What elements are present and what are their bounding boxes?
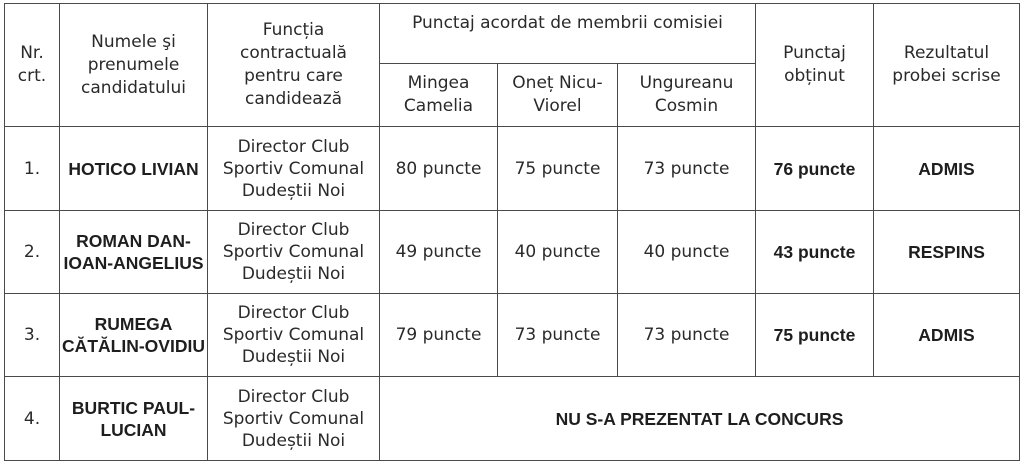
header-function: Funcția contractuală pentru care candidează <box>208 4 380 127</box>
table-row <box>5 127 1020 211</box>
row-nr: 1. <box>5 127 60 211</box>
score-member-3: 40 puncte <box>618 211 756 294</box>
final-score: 75 puncte <box>756 294 874 377</box>
header-member-2: Oneț Nicu-Viorel <box>498 64 618 127</box>
row-nr: 2. <box>5 211 60 294</box>
row-nr: 3. <box>5 294 60 377</box>
results-table-container <box>4 3 1020 461</box>
score-member-2: 40 puncte <box>498 211 618 294</box>
candidate-name: BURTIC PAUL-LUCIAN <box>60 377 208 461</box>
header-result: Rezultatul probei scrise <box>874 4 1020 127</box>
header-member-1: Mingea Camelia <box>380 64 498 127</box>
result-status: ADMIS <box>874 127 1020 211</box>
final-score: 43 puncte <box>756 211 874 294</box>
candidate-function: Director Club Sportiv Comunal Dudeștii Noi <box>208 127 380 211</box>
candidate-function: Director Club Sportiv Comunal Dudeștii Noi <box>208 211 380 294</box>
header-row-top <box>5 4 1020 64</box>
score-member-2: 73 puncte <box>498 294 618 377</box>
header-name: Numele şi prenumele candidatului <box>60 4 208 127</box>
table-row <box>5 377 1020 461</box>
candidate-name: ROMAN DAN-IOAN-ANGELIUS <box>60 211 208 294</box>
candidate-function: Director Club Sportiv Comunal Dudeștii Noi <box>208 294 380 377</box>
score-member-3: 73 puncte <box>618 294 756 377</box>
header-committee: Punctaj acordat de membrii comisiei <box>380 4 756 64</box>
final-score: 76 puncte <box>756 127 874 211</box>
score-member-1: 80 puncte <box>380 127 498 211</box>
score-member-3: 73 puncte <box>618 127 756 211</box>
result-status: ADMIS <box>874 294 1020 377</box>
header-member-3: Ungureanu Cosmin <box>618 64 756 127</box>
score-member-2: 75 puncte <box>498 127 618 211</box>
result-status: RESPINS <box>874 211 1020 294</box>
candidate-name: HOTICO LIVIAN <box>60 127 208 211</box>
candidate-function: Director Club Sportiv Comunal Dudeștii Noi <box>208 377 380 461</box>
table-row <box>5 211 1020 294</box>
exam-results-table <box>4 3 1020 461</box>
row-nr: 4. <box>5 377 60 461</box>
table-row <box>5 294 1020 377</box>
absence-note: NU S-A PREZENTAT LA CONCURS <box>380 377 1020 461</box>
score-member-1: 49 puncte <box>380 211 498 294</box>
candidate-name: RUMEGA CĂTĂLIN-OVIDIU <box>60 294 208 377</box>
header-score: Punctaj obținut <box>756 4 874 127</box>
header-nr: Nr. crt. <box>5 4 60 127</box>
score-member-1: 79 puncte <box>380 294 498 377</box>
